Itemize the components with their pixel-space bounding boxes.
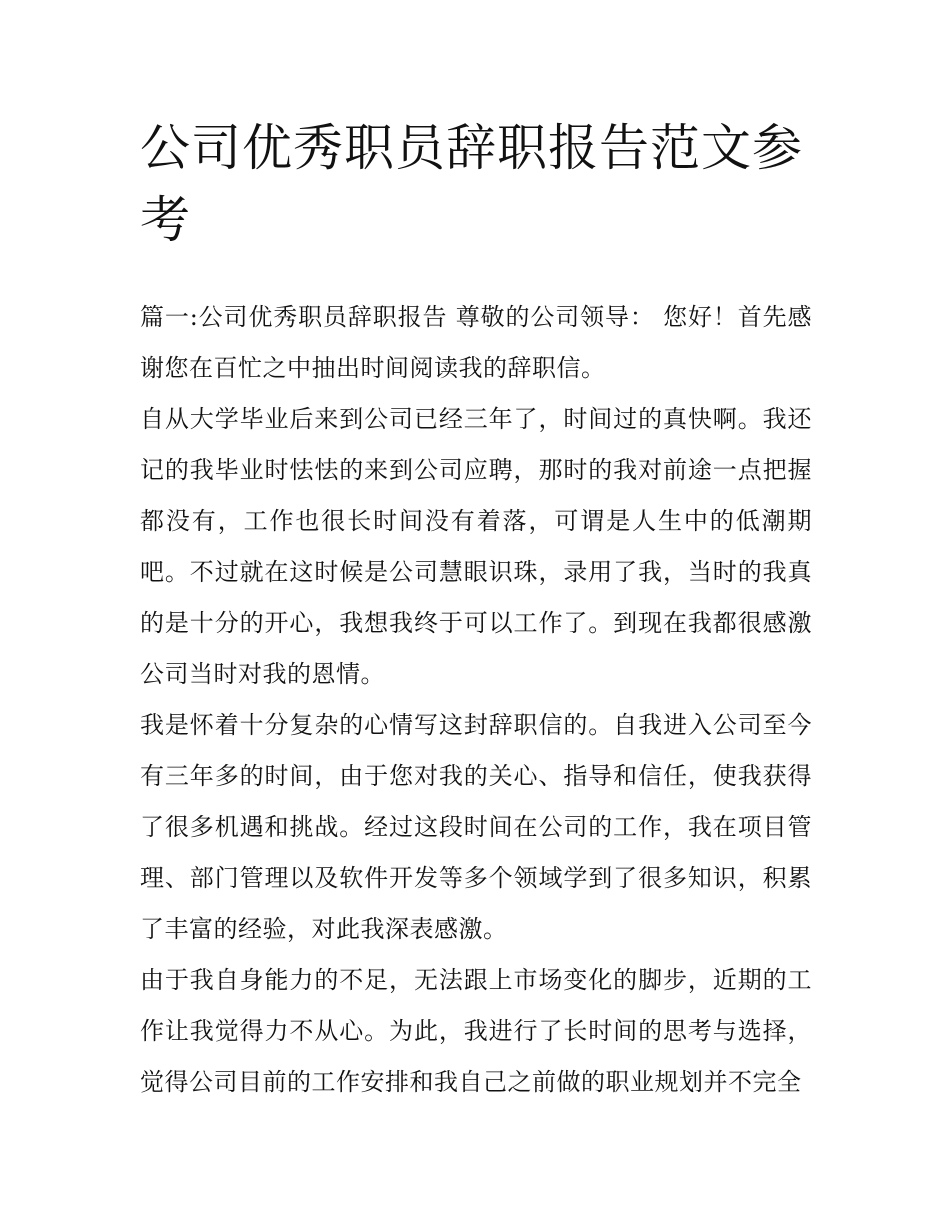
- paragraph-3: 我是怀着十分复杂的心情写这封辞职信的。自我进入公司至今有三年多的时间，由于您对我的关心、指导和信任，使我获得了很多机遇和挑战。经过这段时间在公司的工作，我在项目管理、部门管理以及软件开发等多个领域学到了很多知识，积累了丰富的经验，对此我深表感激。: [140, 711, 812, 943]
- paragraph-4: 由于我自身能力的不足，无法跟上市场变化的脚步，近期的工作让我觉得力不从心。为此，我进行了长时间的思考与选择，觉得公司目前的工作安排和我自己之前做的职业规划并不完全: [140, 966, 812, 1096]
- paragraph-1: 篇一:公司优秀职员辞职报告 尊敬的公司领导： 您好！首先感谢您在百忙之中抽出时间阅读我的辞职信。: [140, 303, 812, 382]
- document-page: [140, 112, 812, 1108]
- paragraph-2: 自从大学毕业后来到公司已经三年了，时间过的真快啊。我还记的我毕业时怯怯的来到公司应聘，那时的我对前途一点把握都没有，工作也很长时间没有着落，可谓是人生中的低潮期吧。不过就在这时候是公司慧眼识珠，录用了我，当时的我真的是十分的开心，我想我终于可以工作了。到现在我都很感激公司当时对我的恩情。: [140, 405, 812, 688]
- document-body: [140, 292, 812, 1108]
- document-title: 公司优秀职员辞职报告范文参考: [140, 119, 803, 249]
